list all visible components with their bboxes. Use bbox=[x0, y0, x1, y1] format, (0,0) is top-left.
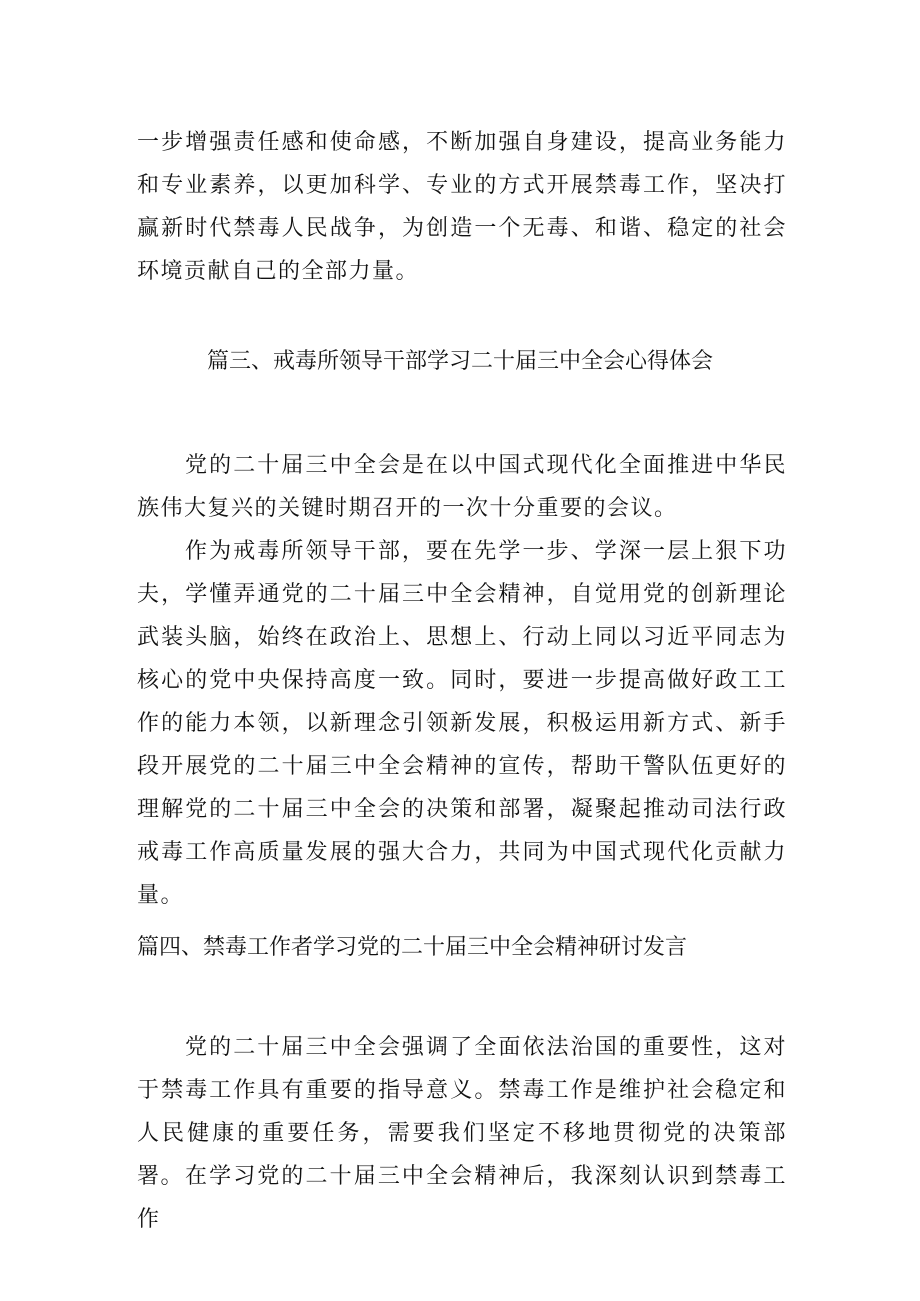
section-4-paragraph-2: 在学习党的二十届三中全会精神后，我深刻认识到禁毒工作 bbox=[137, 1164, 787, 1232]
intro-paragraph: 一步增强责任感和使命感，不断加强自身建设，提高业务能力和专业素养，以更加科学、专业的方式开展禁毒工作，坚决打赢新时代禁毒人民战争，为创造一个无毒、和谐、稳定的社会环境贡献自己的全部力量。 bbox=[137, 130, 787, 284]
section-4-title: 篇四、禁毒工作者学习党的二十届三中全会精神研讨发言 bbox=[137, 935, 688, 960]
section-3-paragraph-2: 作为戒毒所领导干部，要在先学一步、学深一层上狠下功夫，学懂弄通党的二十届三中全会精神，自觉用党的创新理论武装头脑，始终在政治上、思想上、行动上同以习近平同志为核心的党中央保持高度一致。同时，要进一步提高做好政工工作的能力本领，以新理念引领新发展，积极运用新方式、新手段开展党的二十届三中全会精神的宣传，帮助干警队伍更好的理解党的二十届三中全会的决策和部署，凝聚起推动司法行政戒毒工作高质量发展的强大合力，共同为中国式现代化贡献力量。 bbox=[137, 539, 787, 908]
section-3-title: 篇三、戒毒所领导干部学习二十届三中全会心得体会 bbox=[206, 349, 713, 374]
section-4-paragraph-1: 党的二十届三中全会强调了全面依法治国的重要性，这对于禁毒工作具有重要的指导意义。禁毒工作是维护社会稳定和人民健康的重要任务，需要我们坚定不移地贯彻党的决策部署。 bbox=[137, 1035, 787, 1189]
section-3-paragraph-1: 党的二十届三中全会是在以中国式现代化全面推进中华民族伟大复兴的关键时期召开的一次十分重要的会议。 bbox=[137, 453, 787, 521]
